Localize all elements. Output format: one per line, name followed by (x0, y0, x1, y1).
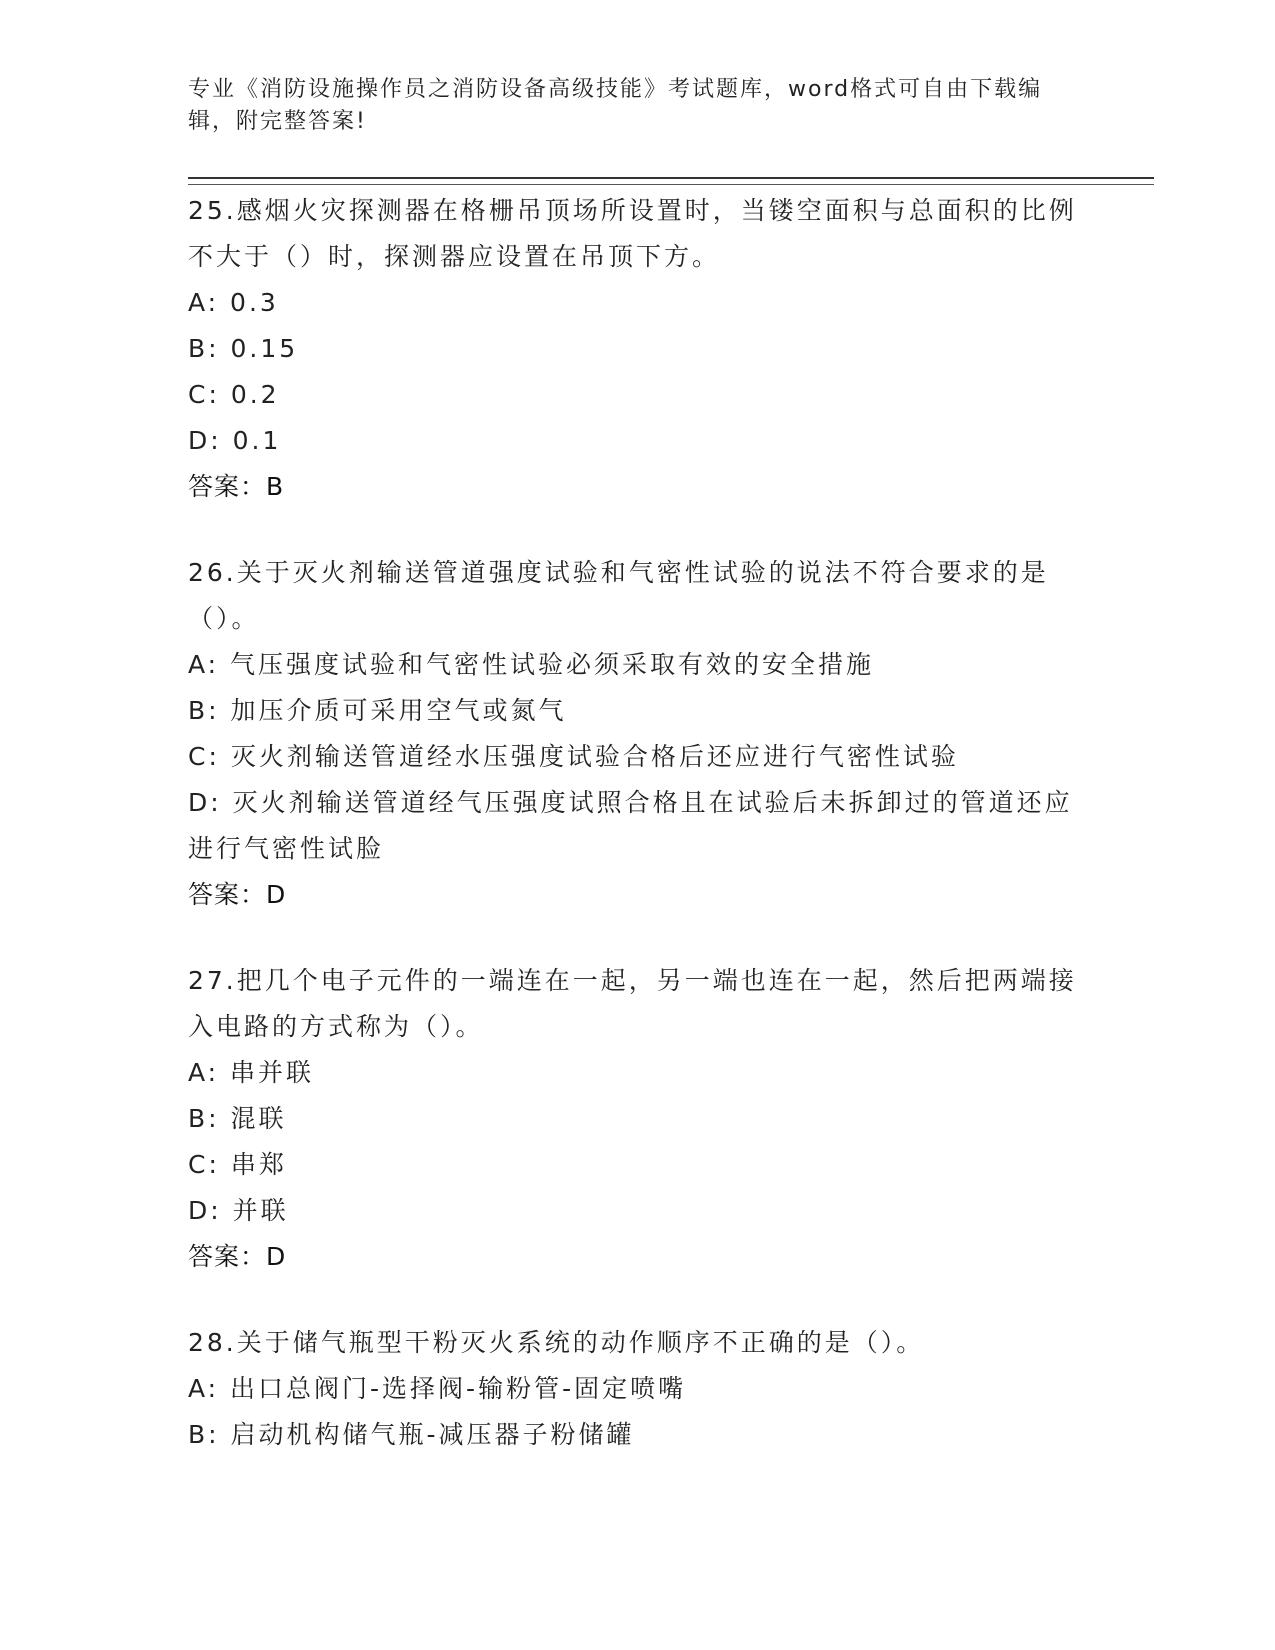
option-a: A: 0.3 (188, 288, 279, 317)
answer-line (188, 1234, 1088, 1280)
question-stem: 25.感烟火灾探测器在格栅吊顶场所设置时，当镂空面积与总面积的比例不大于（）时，探测器应设置在吊顶下方。 (188, 196, 1077, 271)
answer-line (188, 872, 1088, 918)
answer-line (188, 464, 1088, 510)
option-d: D: 0.1 (188, 426, 282, 455)
option-c: C: 串郑 (188, 1150, 287, 1179)
option-a: A: 气压强度试验和气密性试验必须采取有效的安全措施 (188, 650, 875, 679)
header-divider-thin (188, 184, 1154, 185)
answer-label: 答案： (188, 472, 267, 501)
option-b: B: 加压介质可采用空气或氮气 (188, 696, 567, 725)
option-a: A: 串并联 (188, 1058, 315, 1087)
option-b: B: 混联 (188, 1104, 287, 1133)
answer-value: B (266, 472, 285, 501)
answer-label: 答案： (188, 1242, 267, 1271)
option-d: D: 灭火剂输送管道经气压强度试照合格且在试验后未拆卸过的管道还应进行气密性试脸 (188, 788, 1073, 863)
header-divider-thick (188, 177, 1154, 179)
question-stem: 26.关于灭火剂输送管道强度试验和气密性试验的说法不符合要求的是（）。 (188, 558, 1049, 633)
answer-label: 答案： (188, 880, 267, 909)
answer-value: D (266, 880, 287, 909)
option-c: C: 灭火剂输送管道经水压强度试验合格后还应进行气密性试验 (188, 742, 959, 771)
question-27 (188, 958, 1088, 1280)
question-25 (188, 188, 1088, 510)
question-stem: 27.把几个电子元件的一端连在一起，另一端也连在一起，然后把两端接入电路的方式称为（）。 (188, 966, 1077, 1041)
question-list (188, 188, 1088, 1498)
question-stem: 28.关于储气瓶型干粉灭火系统的动作顺序不正确的是（）。 (188, 1328, 925, 1357)
question-26 (188, 550, 1088, 918)
answer-value: D (266, 1242, 287, 1271)
option-a: A: 出口总阀门-选择阀-输粉管-固定喷嘴 (188, 1374, 687, 1403)
option-b: B: 0.15 (188, 334, 299, 363)
option-b: B: 启动机构储气瓶-减压器子粉储罐 (188, 1420, 635, 1449)
document-header: 专业《消防设施操作员之消防设备高级技能》考试题库，word格式可自由下载编辑，附完整答案! (188, 77, 1043, 134)
option-c: C: 0.2 (188, 380, 280, 409)
option-d: D: 并联 (188, 1196, 289, 1225)
question-28 (188, 1320, 1088, 1458)
